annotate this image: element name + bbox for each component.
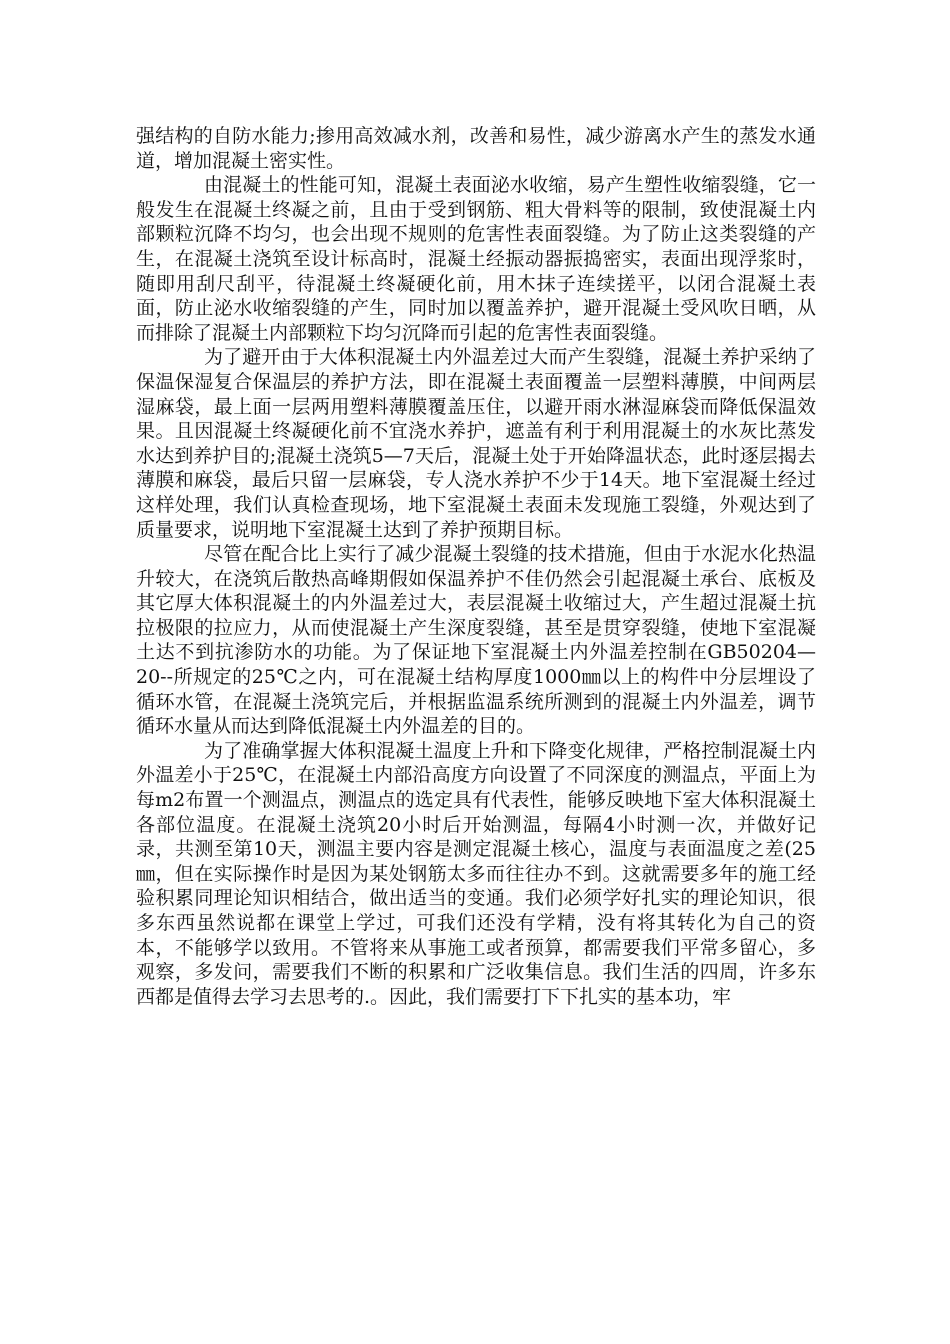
paragraph-1: 强结构的自防水能力;掺用高效减水剂，改善和易性，减少游离水产生的蒸发水通道，增加混凝土密实性。: [136, 125, 816, 172]
body-text: [136, 124, 816, 1009]
paragraph-3: 为了避开由于大体积混凝土内外温差过大而产生裂缝，混凝土养护采纳了保温保湿复合保温层的养护方法，即在混凝土表面覆盖一层塑料薄膜，中间两层湿麻袋，最上面一层两用塑料薄膜覆盖压住，以避开雨水淋湿麻袋而降低保温效果。且因混凝土终凝硬化前不宜浇水养护，遮盖有利于利用混凝土的水灰比蒸发水达到养护目的;混凝土浇筑5—7天后，混凝土处于开始降温状态，此时逐层揭去薄膜和麻袋，最后只留一层麻袋，专人浇水养护不少于14天。地下室混凝土经过这样处理，我们认真检查现场，地下室混凝土表面未发现施工裂缝，外观达到了质量要求，说明地下室混凝土达到了养护预期目标。: [136, 346, 816, 541]
paragraph-5: 为了准确掌握大体积混凝土温度上升和下降变化规律，严格控制混凝土内外温差小于25℃，在混凝土内部沿高度方向设置了不同深度的测温点，平面上为每m2布置一个测温点，测温点的选定具有代表性，能够反映地下室大体积混凝土各部位温度。在混凝土浇筑20小时后开始测温，每隔4小时测一次，并做好记录，共测至第10天，测温主要内容是测定混凝土核心，温度与表面温度之差(25㎜，但在实际操作时是因为某处钢筋太多而往往办不到。这就需要多年的施工经验积累同理论知识相结合，做出适当的变通。我们必须学好扎实的理论知识，很多东西虽然说都在课堂上学过，可我们还没有学精，没有将其转化为自己的资本，不能够学以致用。不管将来从事施工或者预算，都需要我们平常多留心，多观察，多发问，需要我们不断的积累和广泛收集信息。我们生活的四周，许多东西都是值得去学习去思考的.。因此，我们需要打下下扎实的基本功，牢: [136, 739, 816, 1008]
paragraph-4: 尽管在配合比上实行了减少混凝土裂缝的技术措施，但由于水泥水化热温升较大，在浇筑后散热高峰期假如保温养护不佳仍然会引起混凝土承台、底板及其它厚大体积混凝土的内外温差过大，表层混凝土收缩过大，产生超过混凝土抗拉极限的拉应力，从而使混凝土产生深度裂缝，甚至是贯穿裂缝，使地下室混凝土达不到抗渗防水的功能。为了保证地下室混凝土内外温差控制在GB50204—20--所规定的25℃之内，可在混凝土结构厚度1000㎜以上的构件中分层埋设了循环水管，在混凝土浇筑完后，并根据监温系统所测到的混凝土内外温差，调节循环水量从而达到降低混凝土内外温差的目的。: [136, 543, 816, 738]
paragraph-2: 由混凝土的性能可知，混凝土表面泌水收缩，易产生塑性收缩裂缝，它一般发生在混凝土终凝之前，且由于受到钢筋、粗大骨料等的限制，致使混凝土内部颗粒沉降不均匀，也会出现不规则的危害性表面裂缝。为了防止这类裂缝的产生，在混凝土浇筑至设计标高时，混凝土经振动器振捣密实，表面出现浮浆时，随即用刮尺刮平，待混凝土终凝硬化前，用木抹子连续搓平，以闭合混凝土表面，防止泌水收缩裂缝的产生，同时加以覆盖养护，避开混凝土受风吹日晒，从而排除了混凝土内部颗粒下均匀沉降而引起的危害性表面裂缝。: [136, 174, 816, 344]
